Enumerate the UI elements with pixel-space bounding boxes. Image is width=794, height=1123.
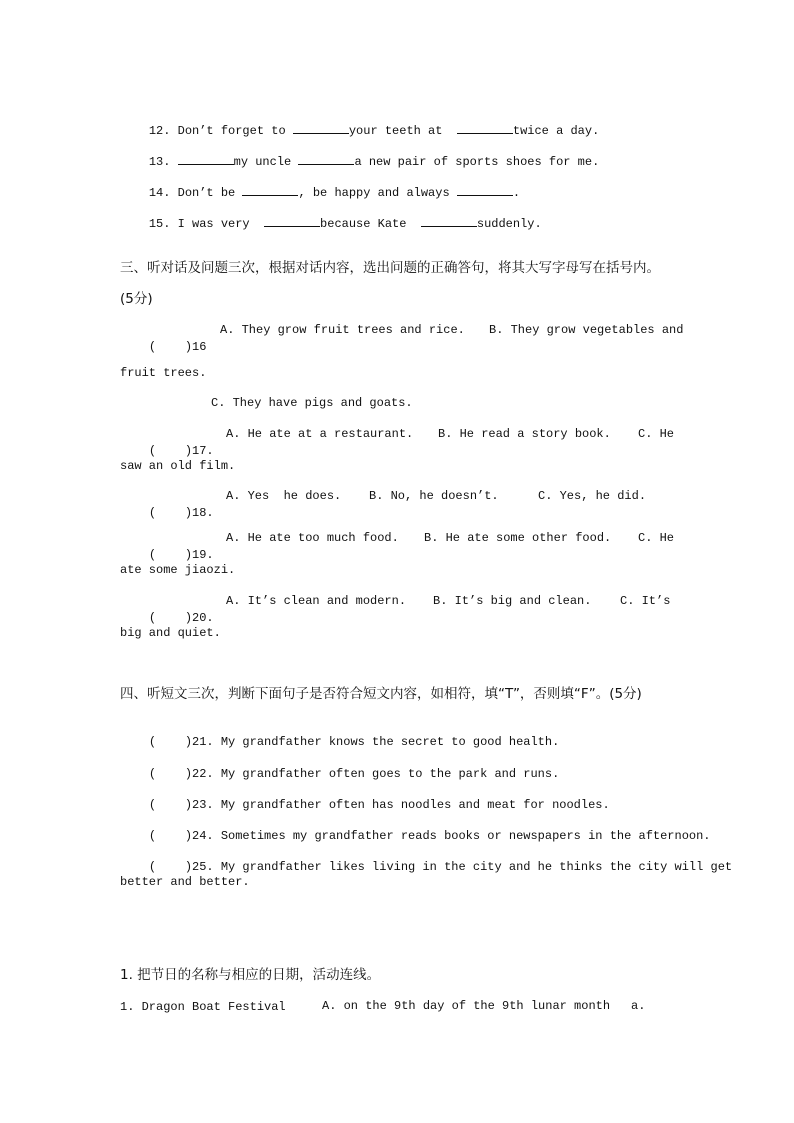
answer-blank[interactable]: [421, 214, 477, 227]
answer-blank[interactable]: [293, 121, 349, 134]
option-c: C. He: [638, 531, 675, 545]
question-16: [120, 323, 206, 371]
fill-item-13: 13. my uncle a new pair of sports shoes for me.: [120, 136, 599, 186]
matching-heading: 1. 把节日的名称与相应的日期，活动连线。: [120, 967, 381, 983]
statement-25: ( )25. My grandfather likes living in the city and he thinks the city will get: [148, 860, 733, 874]
answer-blank[interactable]: [178, 152, 234, 165]
option-a: A. He ate too much food.: [226, 531, 399, 545]
option-a: A. Yes he does.: [226, 489, 342, 503]
option-c: C. Yes, he did.: [538, 489, 647, 503]
option-c: C. They have pigs and goats.: [211, 396, 413, 410]
statement-22: ( )22. My grandfather often goes to the park and runs.: [148, 767, 560, 781]
fill-item-15: 15. I was very because Kate suddenly.: [120, 198, 542, 248]
option-b: B. No, he doesn’t.: [369, 489, 499, 503]
statement-21: ( )21. My grandfather knows the secret to good health.: [148, 735, 560, 749]
answer-blank[interactable]: [298, 152, 354, 165]
option-c: C. It’s: [620, 594, 671, 608]
matching-row-1: 1. Dragon Boat Festival: [120, 1000, 286, 1014]
option-a: A. It’s clean and modern.: [226, 594, 407, 608]
answer-blank[interactable]: [264, 214, 320, 227]
answer-paren[interactable]: ( )23.: [148, 798, 214, 812]
item-number: 15.: [148, 217, 171, 231]
answer-paren[interactable]: ( )25.: [148, 860, 214, 874]
section3-score: (5分): [120, 291, 153, 307]
answer-paren[interactable]: ( )19.: [148, 548, 214, 562]
statement-24: ( )24. Sometimes my grandfather reads books or newspapers in the afternoon.: [148, 829, 711, 843]
option-c-continued: ate some jiaozi.: [120, 563, 236, 577]
answer-blank[interactable]: [457, 183, 513, 196]
matching-activity: a.: [631, 999, 646, 1013]
answer-paren[interactable]: ( )24.: [148, 829, 214, 843]
option-c: C. He: [638, 427, 675, 441]
item-number: 12.: [148, 124, 171, 138]
item-number: 14.: [148, 186, 171, 200]
answer-blank[interactable]: [457, 121, 513, 134]
answer-blank[interactable]: [242, 183, 298, 196]
question-18: [120, 489, 214, 537]
statement-25-continued: better and better.: [120, 875, 250, 889]
fill-item-12: 12. Don’t forget to your teeth at twice a day.: [120, 105, 599, 155]
option-a: A. He ate at a restaurant.: [226, 427, 414, 441]
section3-heading: 三、听对话及问题三次，根据对话内容，选出问题的正确答句，将其大写字母写在括号内。: [120, 260, 660, 276]
section4-heading: 四、听短文三次，判断下面句子是否符合短文内容，如相符，填“T”，否则填“F”。(5分): [120, 686, 642, 702]
answer-paren[interactable]: ( )16: [148, 340, 207, 354]
answer-paren[interactable]: ( )18.: [148, 506, 214, 520]
fill-item-14: 14. Don’t be , be happy and always .: [120, 167, 520, 217]
option-c-continued: saw an old film.: [120, 459, 236, 473]
matching-date: A. on the 9th day of the 9th lunar month: [322, 999, 611, 1013]
item-number: 13.: [148, 155, 171, 169]
answer-paren[interactable]: ( )17.: [148, 444, 214, 458]
option-c-continued: big and quiet.: [120, 626, 221, 640]
answer-paren[interactable]: ( )22.: [148, 767, 214, 781]
option-b: B. He read a story book.: [438, 427, 611, 441]
statement-23: ( )23. My grandfather often has noodles and meat for noodles.: [148, 798, 610, 812]
option-b: B. It’s big and clean.: [433, 594, 592, 608]
answer-paren[interactable]: ( )20.: [148, 611, 214, 625]
option-b: B. He ate some other food.: [424, 531, 612, 545]
option-a: A. They grow fruit trees and rice.: [220, 323, 465, 337]
option-b-continued: fruit trees.: [120, 366, 207, 380]
answer-paren[interactable]: ( )21.: [148, 735, 214, 749]
option-b: B. They grow vegetables and: [489, 323, 684, 337]
